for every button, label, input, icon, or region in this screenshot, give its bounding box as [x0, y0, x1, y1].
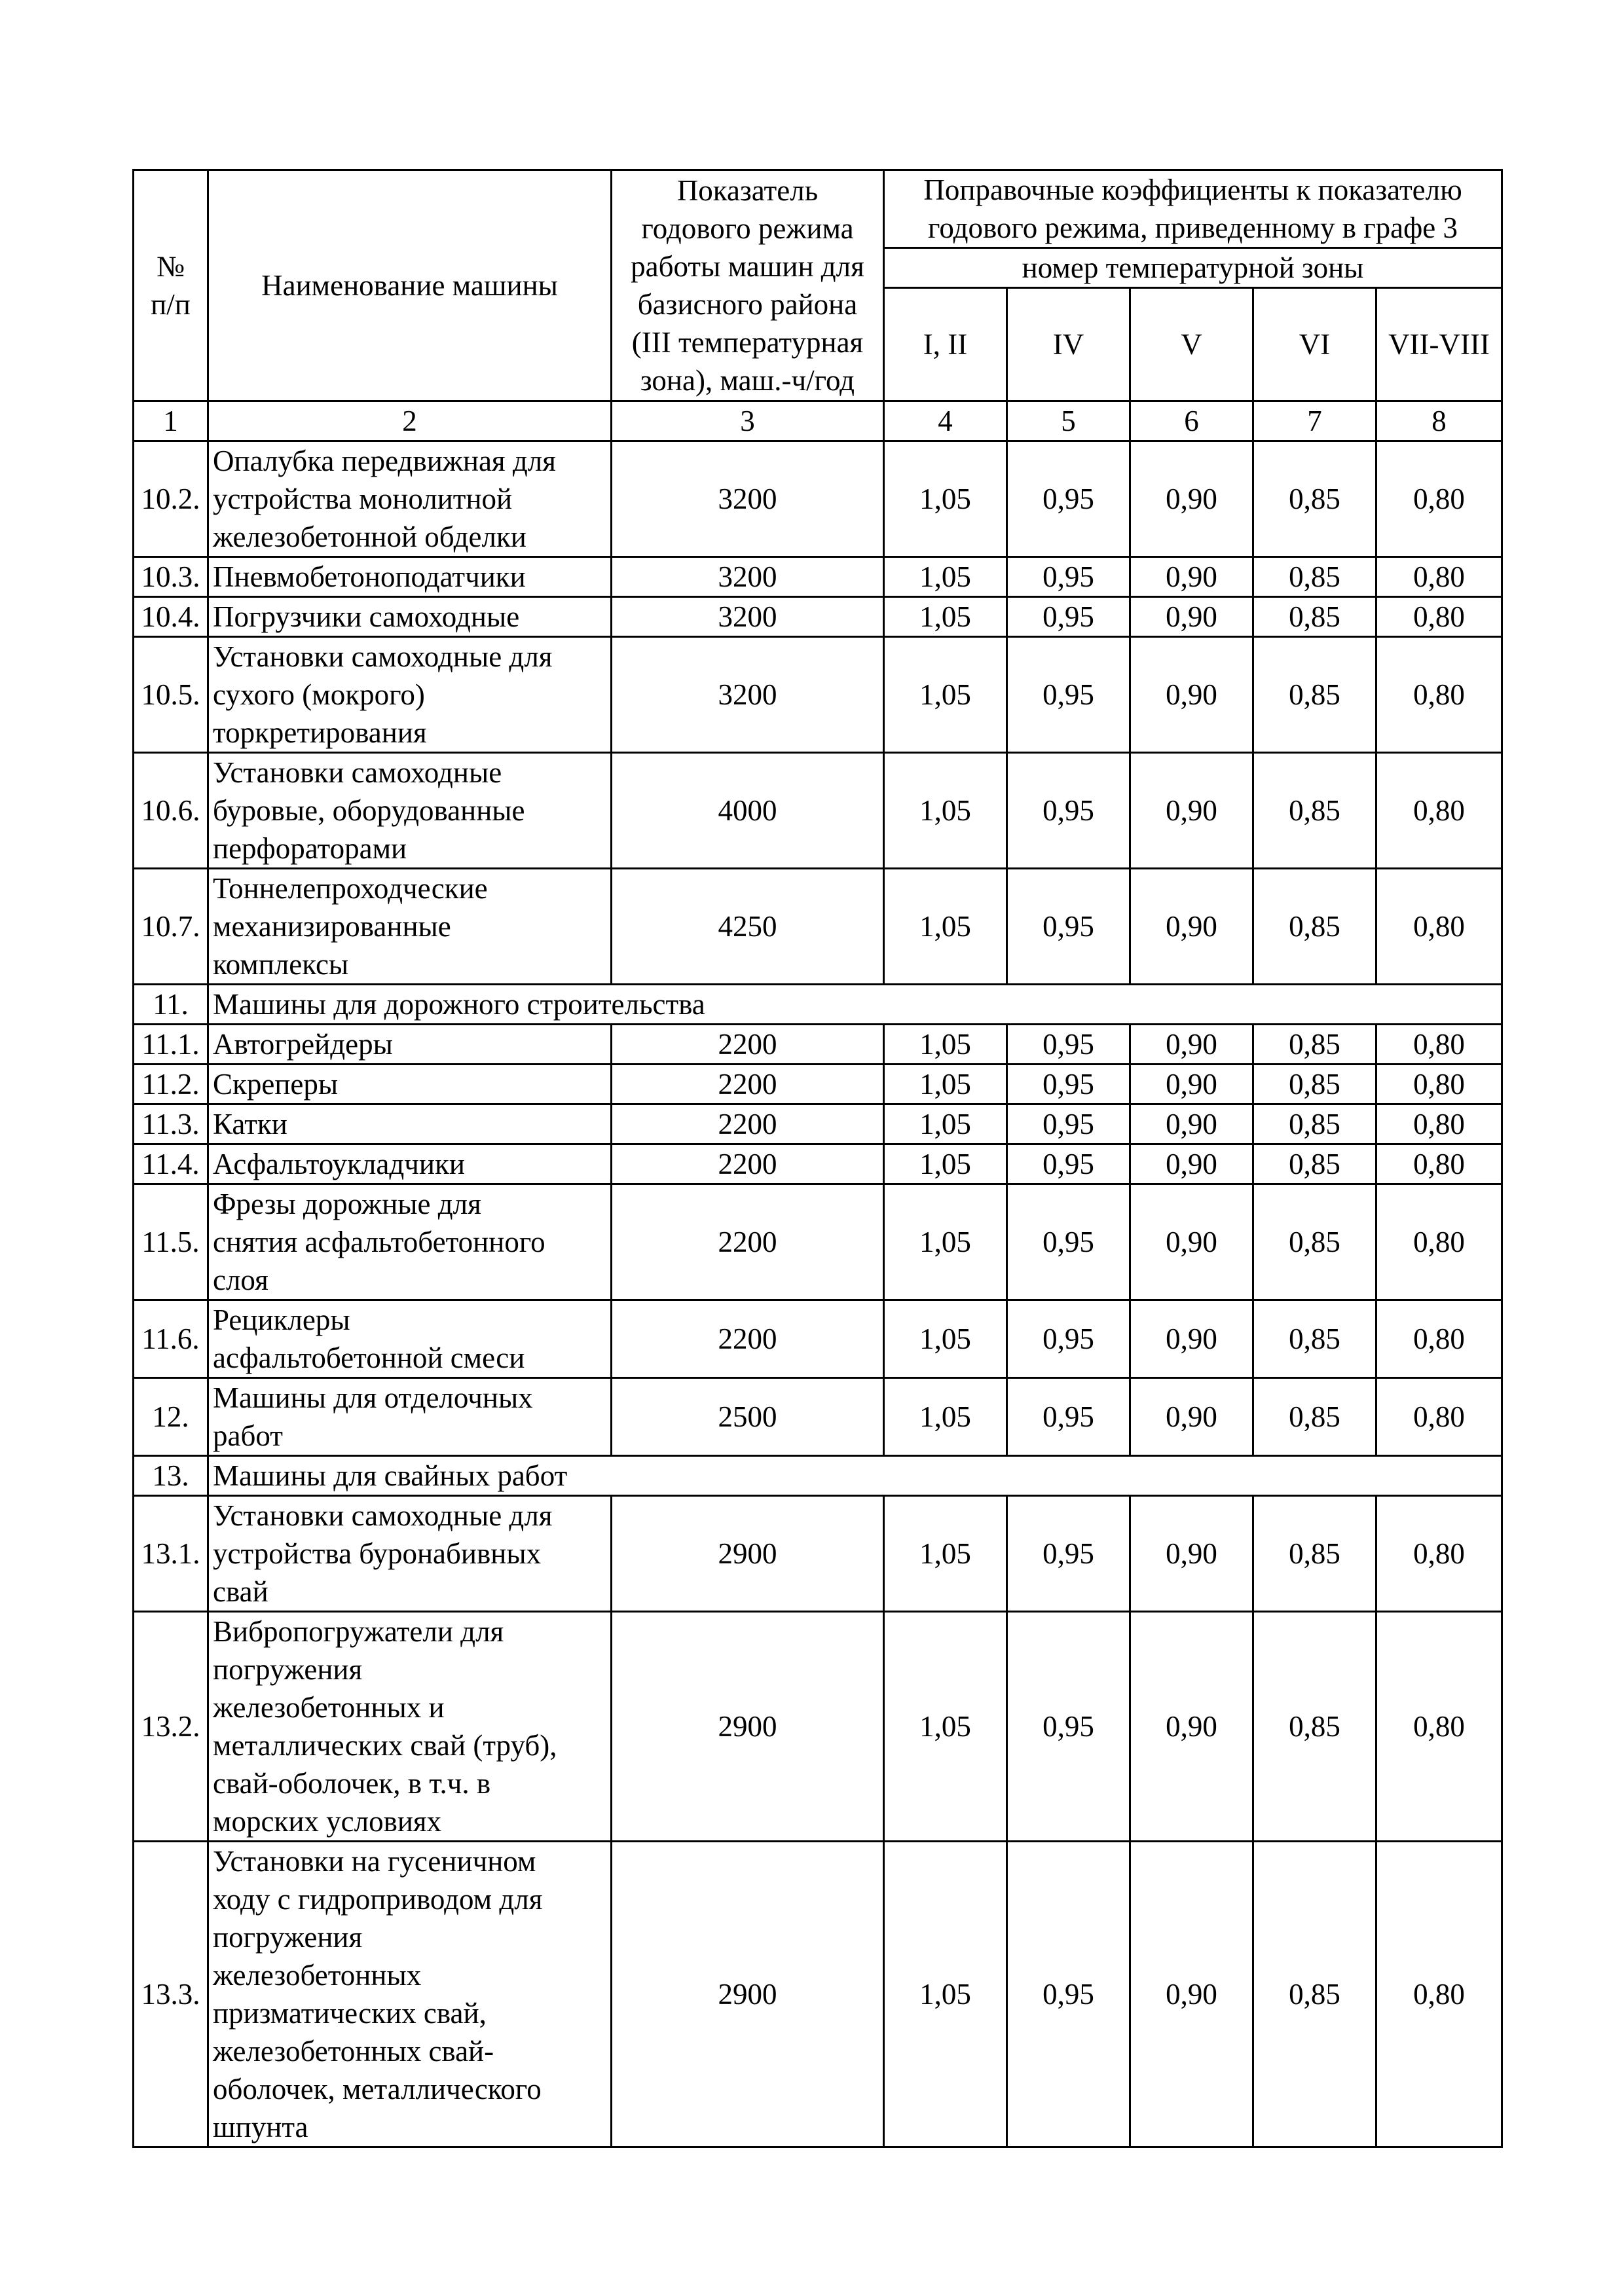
coefficient-c4: 0,85: [1253, 1496, 1376, 1612]
row-number: 10.2.: [134, 441, 208, 557]
coefficient-c2: 0,95: [1007, 753, 1130, 869]
coefficient-c5: 0,80: [1376, 1025, 1502, 1065]
indicator-value: 2200: [612, 1184, 884, 1300]
coefficient-c5: 0,80: [1376, 753, 1502, 869]
indicator-value: 2900: [612, 1842, 884, 2147]
coefficient-c3: 0,90: [1130, 597, 1253, 637]
coefficient-c4: 0,85: [1253, 1184, 1376, 1300]
machine-name: Установки самоходные буровые, оборудованные перфораторами: [208, 753, 612, 869]
coefficient-c2: 0,95: [1007, 1378, 1130, 1456]
coefficient-c1: 1,05: [884, 557, 1007, 597]
coefficient-c1: 1,05: [884, 1144, 1007, 1184]
col-number: 6: [1130, 401, 1253, 441]
coefficient-c5: 0,80: [1376, 869, 1502, 985]
coefficient-c5: 0,80: [1376, 1378, 1502, 1456]
machine-name: Установки самоходные для устройства буронабивных свай: [208, 1496, 612, 1612]
indicator-value: 2200: [612, 1065, 884, 1104]
machine-name: Скреперы: [208, 1065, 612, 1104]
coefficient-c1: 1,05: [884, 597, 1007, 637]
coefficient-c4: 0,85: [1253, 1378, 1376, 1456]
header-coef-title: Поправочные коэффициенты к показателю годового режима, приведенному в графе 3: [884, 170, 1502, 248]
coefficient-c5: 0,80: [1376, 1842, 1502, 2147]
col-number: 4: [884, 401, 1007, 441]
coefficient-c2: 0,95: [1007, 637, 1130, 753]
coefficient-c5: 0,80: [1376, 1184, 1502, 1300]
table-row: [134, 557, 1502, 597]
row-number: 10.3.: [134, 557, 208, 597]
indicator-value: 3200: [612, 637, 884, 753]
coefficient-c1: 1,05: [884, 441, 1007, 557]
row-number: 11.6.: [134, 1300, 208, 1378]
coefficient-c3: 0,90: [1130, 1300, 1253, 1378]
section-title: Машины для свайных работ: [208, 1456, 1502, 1496]
indicator-value: 4250: [612, 869, 884, 985]
section-title: Машины для дорожного строительства: [208, 985, 1502, 1025]
coefficient-c4: 0,85: [1253, 1104, 1376, 1144]
coefficient-c2: 0,95: [1007, 557, 1130, 597]
coefficient-c4: 0,85: [1253, 637, 1376, 753]
machine-name: Фрезы дорожные для снятия асфальтобетонного слоя: [208, 1184, 612, 1300]
table-row: [134, 1184, 1502, 1300]
col-number: 8: [1376, 401, 1502, 441]
indicator-value: 4000: [612, 753, 884, 869]
row-number: 10.7.: [134, 869, 208, 985]
table-row: [134, 441, 1502, 557]
coefficient-c4: 0,85: [1253, 869, 1376, 985]
coefficient-c1: 1,05: [884, 1184, 1007, 1300]
coefficient-c4: 0,85: [1253, 597, 1376, 637]
coefficient-c1: 1,05: [884, 1378, 1007, 1456]
section-row: [134, 1456, 1502, 1496]
indicator-value: 3200: [612, 557, 884, 597]
machine-name: Рециклеры асфальтобетонной смеси: [208, 1300, 612, 1378]
indicator-value: 3200: [612, 441, 884, 557]
header-name: Наименование машины: [208, 170, 612, 401]
coefficient-c1: 1,05: [884, 1104, 1007, 1144]
coefficient-c2: 0,95: [1007, 441, 1130, 557]
coefficient-c1: 1,05: [884, 1065, 1007, 1104]
coefficient-c5: 0,80: [1376, 597, 1502, 637]
header-indicator: Показатель годового режима работы машин для базисного района (III температурная зона), маш.-ч/год: [612, 170, 884, 401]
col-number: 5: [1007, 401, 1130, 441]
col-number: 3: [612, 401, 884, 441]
machine-name: Установки самоходные для сухого (мокрого) торкретирования: [208, 637, 612, 753]
coefficient-c4: 0,85: [1253, 1065, 1376, 1104]
table-row: [134, 1612, 1502, 1842]
machine-name: Опалубка передвижная для устройства монолитной железобетонной обделки: [208, 441, 612, 557]
row-number: 13.: [134, 1456, 208, 1496]
row-number: 10.4.: [134, 597, 208, 637]
machine-name: Автогрейдеры: [208, 1025, 612, 1065]
coefficient-c3: 0,90: [1130, 1496, 1253, 1612]
indicator-value: 3200: [612, 597, 884, 637]
coefficient-c1: 1,05: [884, 1300, 1007, 1378]
coefficient-c4: 0,85: [1253, 753, 1376, 869]
row-number: 11.5.: [134, 1184, 208, 1300]
coefficient-c3: 0,90: [1130, 1184, 1253, 1300]
table-row: [134, 1065, 1502, 1104]
indicator-value: 2200: [612, 1025, 884, 1065]
row-number: 11.: [134, 985, 208, 1025]
coefficient-c3: 0,90: [1130, 1065, 1253, 1104]
coefficient-c4: 0,85: [1253, 441, 1376, 557]
table-row: [134, 1144, 1502, 1184]
coefficient-c1: 1,05: [884, 1496, 1007, 1612]
coefficient-c5: 0,80: [1376, 1144, 1502, 1184]
header-zone-title: номер температурной зоны: [884, 248, 1502, 288]
row-number: 12.: [134, 1378, 208, 1456]
coefficient-c1: 1,05: [884, 637, 1007, 753]
coefficient-c4: 0,85: [1253, 1842, 1376, 2147]
table-row: [134, 753, 1502, 869]
indicator-value: 2500: [612, 1378, 884, 1456]
coefficient-c3: 0,90: [1130, 557, 1253, 597]
coefficient-c3: 0,90: [1130, 441, 1253, 557]
row-number: 11.4.: [134, 1144, 208, 1184]
row-number: 11.3.: [134, 1104, 208, 1144]
coefficient-c3: 0,90: [1130, 637, 1253, 753]
machine-name: Катки: [208, 1104, 612, 1144]
coefficient-c5: 0,80: [1376, 1065, 1502, 1104]
machine-name: Вибропогружатели для погружения железобетонных и металлических свай (труб), свай-оболочек, в т.ч. в морских условиях: [208, 1612, 612, 1842]
table-row: [134, 1842, 1502, 2147]
indicator-value: 2900: [612, 1612, 884, 1842]
machine-name: Установки на гусеничном ходу с гидроприводом для погружения железобетонных призматических свай, железобетонных свай- оболочек, металлического шпунта: [208, 1842, 612, 2147]
coefficient-c2: 0,95: [1007, 1144, 1130, 1184]
coefficient-c5: 0,80: [1376, 557, 1502, 597]
indicator-value: 2200: [612, 1104, 884, 1144]
table-row: [134, 1378, 1502, 1456]
table-row: [134, 1104, 1502, 1144]
table-body: [134, 441, 1502, 2147]
col-number: 7: [1253, 401, 1376, 441]
section-row: [134, 985, 1502, 1025]
coefficient-c2: 0,95: [1007, 1065, 1130, 1104]
coefficient-c3: 0,90: [1130, 1144, 1253, 1184]
coefficient-c4: 0,85: [1253, 1144, 1376, 1184]
coefficient-c5: 0,80: [1376, 1300, 1502, 1378]
indicator-value: 2900: [612, 1496, 884, 1612]
coefficient-c2: 0,95: [1007, 1496, 1130, 1612]
coefficient-c1: 1,05: [884, 1025, 1007, 1065]
row-number: 10.6.: [134, 753, 208, 869]
machine-name: Машины для отделочных работ: [208, 1378, 612, 1456]
row-number: 11.2.: [134, 1065, 208, 1104]
table-row: [134, 1025, 1502, 1065]
coefficient-c3: 0,90: [1130, 1842, 1253, 2147]
coefficient-c1: 1,05: [884, 1842, 1007, 2147]
coefficient-c3: 0,90: [1130, 1025, 1253, 1065]
header-zone: V: [1130, 288, 1253, 401]
coefficient-c1: 1,05: [884, 869, 1007, 985]
coefficient-c2: 0,95: [1007, 597, 1130, 637]
row-number: 13.1.: [134, 1496, 208, 1612]
coefficient-c5: 0,80: [1376, 1496, 1502, 1612]
table-row: [134, 597, 1502, 637]
coefficient-c4: 0,85: [1253, 1025, 1376, 1065]
coefficient-c3: 0,90: [1130, 1104, 1253, 1144]
machine-name: Погрузчики самоходные: [208, 597, 612, 637]
header-zone: I, II: [884, 288, 1007, 401]
header-num: № п/п: [134, 170, 208, 401]
indicator-value: 2200: [612, 1144, 884, 1184]
header-zone: VII-VIII: [1376, 288, 1502, 401]
row-number: 11.1.: [134, 1025, 208, 1065]
coefficient-c4: 0,85: [1253, 557, 1376, 597]
col-number: 1: [134, 401, 208, 441]
machine-name: Пневмобетоноподатчики: [208, 557, 612, 597]
coefficients-table: [132, 169, 1503, 2148]
row-number: 13.3.: [134, 1842, 208, 2147]
col-number: 2: [208, 401, 612, 441]
coefficient-c1: 1,05: [884, 1612, 1007, 1842]
table-row: [134, 1496, 1502, 1612]
coefficient-c2: 0,95: [1007, 1104, 1130, 1144]
coefficient-c4: 0,85: [1253, 1612, 1376, 1842]
header-zone: IV: [1007, 288, 1130, 401]
coefficient-c2: 0,95: [1007, 1842, 1130, 2147]
table-row: [134, 637, 1502, 753]
table-row: [134, 869, 1502, 985]
coefficient-c2: 0,95: [1007, 1300, 1130, 1378]
coefficient-c2: 0,95: [1007, 869, 1130, 985]
coefficient-c1: 1,05: [884, 753, 1007, 869]
coefficient-c3: 0,90: [1130, 753, 1253, 869]
row-number: 10.5.: [134, 637, 208, 753]
table-row: [134, 1300, 1502, 1378]
coefficient-c3: 0,90: [1130, 1378, 1253, 1456]
indicator-value: 2200: [612, 1300, 884, 1378]
coefficient-c5: 0,80: [1376, 1612, 1502, 1842]
coefficient-c2: 0,95: [1007, 1612, 1130, 1842]
machine-name: Асфальтоукладчики: [208, 1144, 612, 1184]
coefficient-c2: 0,95: [1007, 1184, 1130, 1300]
coefficient-c5: 0,80: [1376, 441, 1502, 557]
coefficient-c3: 0,90: [1130, 1612, 1253, 1842]
header-zone: VI: [1253, 288, 1376, 401]
coefficient-c4: 0,85: [1253, 1300, 1376, 1378]
machine-name: Тоннелепроходческие механизированные комплексы: [208, 869, 612, 985]
coefficient-c5: 0,80: [1376, 637, 1502, 753]
row-number: 13.2.: [134, 1612, 208, 1842]
coefficient-c3: 0,90: [1130, 869, 1253, 985]
coefficient-c5: 0,80: [1376, 1104, 1502, 1144]
coefficient-c2: 0,95: [1007, 1025, 1130, 1065]
